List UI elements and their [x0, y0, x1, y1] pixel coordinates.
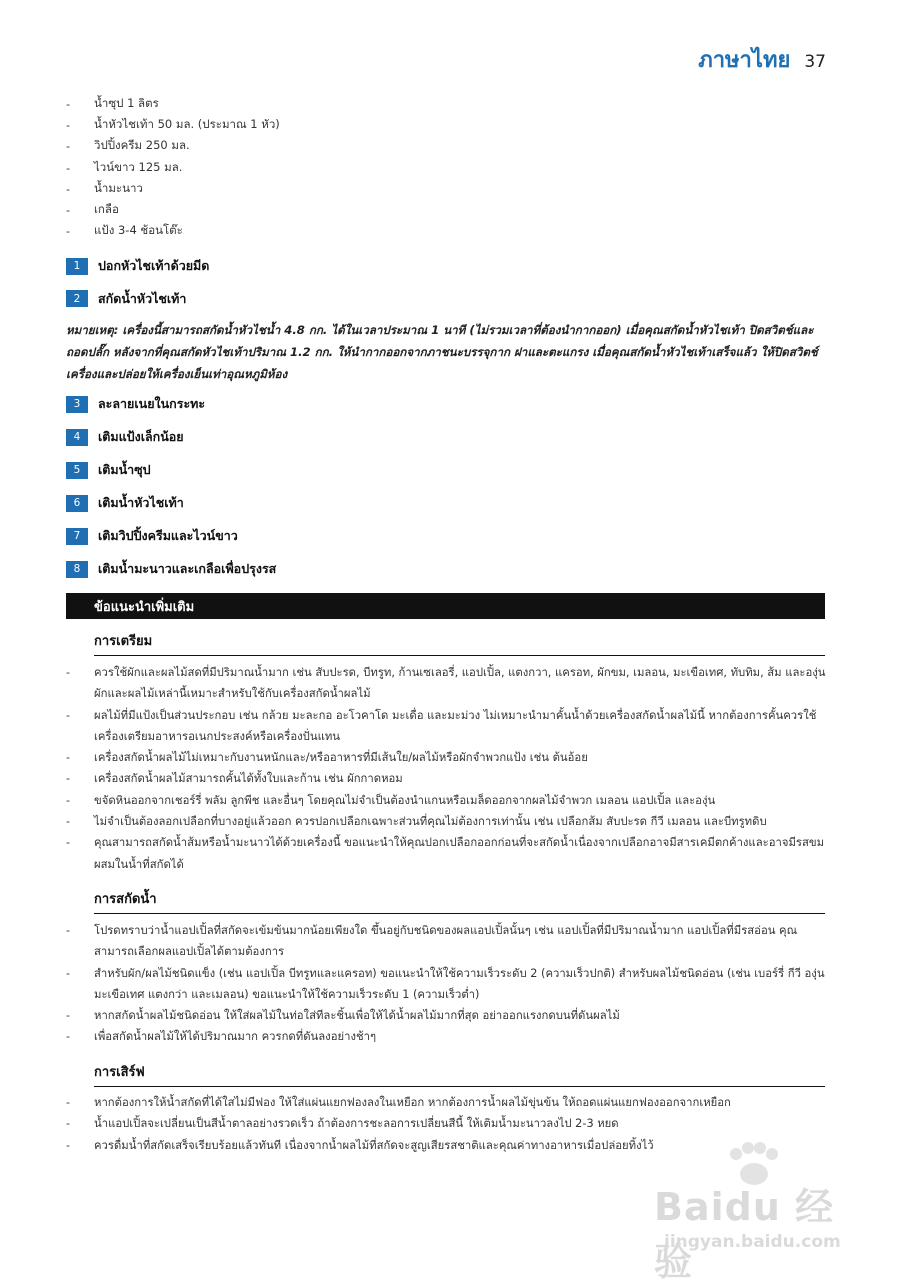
page-number: 37 — [804, 52, 826, 72]
list-item: - ไวน์ขาว 125 มล. — [66, 159, 183, 175]
watermark-url: jingyan.baidu.com — [664, 1232, 841, 1252]
list-item: - แป้ง 3-4 ช้อนโต๊ะ — [66, 223, 183, 239]
step-label: ปอกหัวไชเท้าด้วยมีด — [98, 258, 210, 273]
list-item: - หากต้องการให้น้ำสกัดที่ได้ใสไม่มีฟอง ให้ใส่แผ่นแยกฟองลงในเหยือก หากต้องการน้ำผลไม้ขุ่นข้น ให้ถอดแผ่นแยกฟองออกจากเหยือก — [66, 1096, 731, 1109]
list-item: - เกลือ — [66, 202, 119, 218]
step-label: เติมแป้งเล็กน้อย — [98, 429, 184, 444]
step-label: เติมน้ำหัวไชเท้า — [98, 495, 184, 510]
steps-second — [66, 394, 276, 592]
extract-list — [66, 920, 828, 1048]
step-label: เติมวิปปิ้งครีมและไวน์ขาว — [98, 528, 238, 543]
list-item: - หากสกัดน้ำผลไม้ชนิดอ่อน ให้ใส่ผลไม้ในท่อใส่ทีละชิ้นเพื่อให้ได้น้ำผลไม้มากที่สุด อย่าออกแรงกดบนที่ดันผลไม้ — [66, 1009, 620, 1023]
step-item — [66, 460, 276, 480]
step-label: เติมน้ำมะนาวและเกลือเพื่อปรุงรส — [98, 561, 277, 576]
watermark-brand: Baidu 经验 — [654, 1185, 835, 1284]
step-number: 4 — [66, 429, 88, 446]
list-item: - คุณสามารถสกัดน้ำส้มหรือน้ำมะนาวได้ด้วยเครื่องนี้ ขอแนะนำให้คุณปอกเปลือกออกก่อนที่จะสกัดน้ำเนื่องจากเปลือกอาจมีสารเคมีตกค้างและอาจมีรสขมผสมในน้ำที่สกัดได้ — [66, 836, 825, 871]
extract-heading: การสกัดน้ำ — [94, 888, 825, 914]
list-item: - ขจัดหินออกจากเชอร์รี่ พลัม ลูกพีช และอื่นๆ โดยคุณไม่จำเป็นต้องนำแกนหรือเมล็ดออกจากผลไม้จำพวก เมลอน แอปเปิ้ล และองุ่น — [66, 793, 716, 807]
step-number: 2 — [66, 290, 88, 307]
prep-list — [66, 662, 828, 875]
step-item — [66, 559, 276, 579]
list-item: - น้ำมะนาว — [66, 180, 143, 196]
list-item: - ควรดื่มน้ำที่สกัดเสร็จเรียบร้อยแล้วทันที เนื่องจากน้ำผลไม้ที่สกัดจะสูญเสียรสชาติและคุณค่าทางอาหารเมื่อปล่อยทิ้งไว้ — [66, 1138, 654, 1152]
steps-first — [66, 256, 209, 321]
step-number: 6 — [66, 495, 88, 512]
step-number: 3 — [66, 396, 88, 413]
step-label: ละลายเนยในกระทะ — [98, 396, 206, 411]
list-item: - สำหรับผัก/ผลไม้ชนิดแข็ง (เช่น แอปเปิ้ล บีทรูทและแครอท) ขอแนะนำให้ใช้ความเร็วระดับ 2 (ความเร็วปกติ) สำหรับผลไม้ชนิดอ่อน (เช่น เบอร์รี่ กีวี องุ่น มะเขือเทศ แตงกว่า และเมลอน) ขอแนะนำให้ใช้ความเร็วระดับ 1 (ความเร็วต่ำ) — [66, 966, 825, 1001]
list-item: - เครื่องสกัดน้ำผลไม้ไม่เหมาะกับงานหนักและ/หรืออาหารที่มีเส้นใย/ผลไม้หรือผักจำพวกแป้ง เช่น ต้นอ้อย — [66, 751, 588, 765]
list-item: - เครื่องสกัดน้ำผลไม้สามารถคั้นได้ทั้งใบและก้าน เช่น ผักกาดหอม — [66, 772, 403, 786]
serve-heading: การเสิร์ฟ — [94, 1061, 825, 1087]
step-label: เติมน้ำซุป — [98, 462, 151, 477]
list-item: - เพื่อสกัดน้ำผลไม้ให้ได้ปริมาณมาก ควรกดที่ดันลงอย่างช้าๆ — [66, 1030, 377, 1044]
prep-heading: การเตรียม — [94, 630, 825, 656]
step-item — [66, 289, 209, 309]
step-item — [66, 493, 276, 513]
page-header — [698, 42, 826, 77]
watermark — [654, 1140, 854, 1284]
note-paragraph: หมายเหตุ: เครื่องนี้สามารถสกัดน้ำหัวไชน้ำ 4.8 กก. ได้ในเวลาประมาณ 1 นาที (ไม่รวมเวลาที่ต้องนำกากออก) เมื่อคุณสกัดน้ำหัวไชเท้า ปิดสวิตช์และถอดปลั๊ก หลังจากที่คุณสกัดหัวไชเท้าปริมาณ 1.2 กก. ให้นำกากออกจากภาชนะบรรจุกาก ฝาและตะแกรง เมื่อคุณสกัดน้ำหัวไชเท้าเสร็จแล้ว ให้ปิดสวิตช์เครื่องและปล่อยให้เครื่องเย็นเท่าอุณหภูมิห้อง — [66, 323, 818, 381]
step-item — [66, 526, 276, 546]
list-item: - น้ำซุป 1 ลิตร — [66, 95, 159, 111]
step-number: 5 — [66, 462, 88, 479]
step-item — [66, 427, 276, 447]
list-item: - ผลไม้ที่มีแป้งเป็นส่วนประกอบ เช่น กล้วย มะละกอ อะโวคาโด มะเดื่อ และมะม่วง ไม่เหมาะนำมาคั้นน้ำด้วยเครื่องสกัดน้ำผลไม้นี้ หากต้องการคั้นควรใช้เครื่องเตรียมอาหารอเนกประสงค์หรือเครื่องปั่นแทน — [66, 708, 817, 743]
list-item: - ควรใช้ผักและผลไม้สดที่มีปริมาณน้ำมาก เช่น สับปะรด, บีทรูท, ก้านเซเลอรี่, แอปเปิ้ล, แตงกวา, แครอท, ผักขม, เมลอน, มะเขือเทศ, ทับทิม, ส้ม และองุ่น ผักและผลไม้เหล่านี้เหมาะสำหรับใช้กับเครื่องสกัดน้ำผลไม้ — [66, 666, 826, 701]
list-item: - วิปปิ้งครีม 250 มล. — [66, 138, 190, 154]
step-number: 7 — [66, 528, 88, 545]
list-item: - โปรดทราบว่าน้ำแอปเปิ้ลที่สกัดจะเข้มข้นมากน้อยเพียงใด ขึ้นอยู่กับชนิดของผลแอปเปิ้ลนั้นๆ เช่น แอปเปิ้ลที่มีปริมาณน้ำมาก แอปเปิ้ลที่มีรสอ่อน คุณสามารถเลือกผลแอปเปิ้ลได้ตามต้องการ — [66, 924, 798, 959]
list-item: - ไม่จำเป็นต้องลอกเปลือกที่บางอยู่แล้วออก ควรปอกเปลือกเฉพาะส่วนที่คุณไม่ต้องการเท่านั้น เช่น เปลือกส้ม สับปะรด กีวี เมลอน และบีทรูทดิบ — [66, 815, 767, 829]
ingredient-list — [66, 93, 826, 242]
language-title: ภาษาไทย — [698, 48, 791, 73]
step-item — [66, 256, 209, 276]
step-number: 1 — [66, 258, 88, 275]
step-item — [66, 394, 276, 414]
step-label: สกัดน้ำหัวไชเท้า — [98, 290, 187, 306]
tips-section-header: ข้อแนะนำเพิ่มเติม — [66, 593, 825, 619]
list-item: - น้ำแอปเปิ้ลจะเปลี่ยนเป็นสีน้ำตาลอย่างรวดเร็ว ถ้าต้องการชะลอการเปลี่ยนสีนี้ ให้เติมน้ำมะนาวลงไป 2-3 หยด — [66, 1117, 619, 1131]
list-item: - น้ำหัวไชเท้า 50 มล. (ประมาณ 1 หัว) — [66, 116, 280, 132]
step-number: 8 — [66, 561, 88, 578]
